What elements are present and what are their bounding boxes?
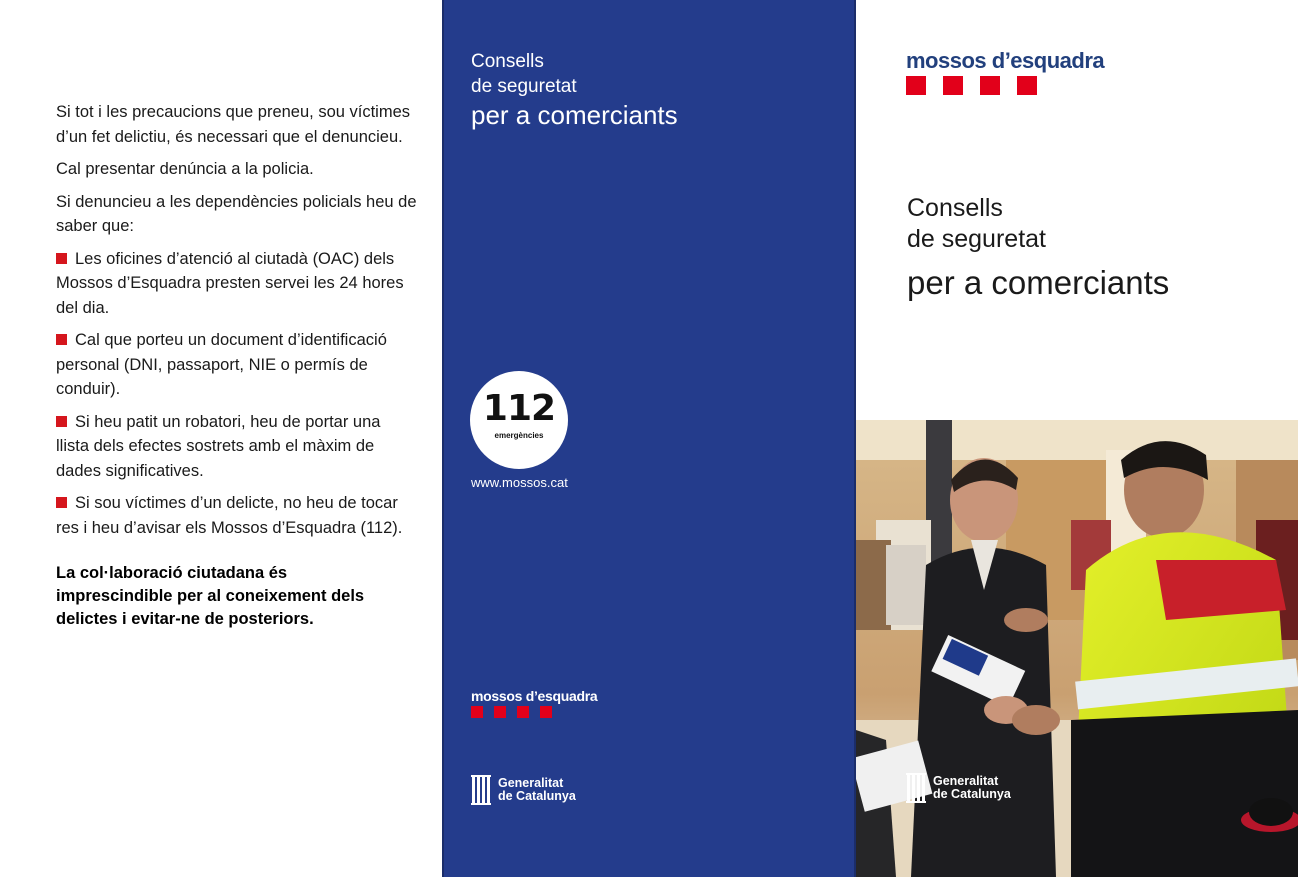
left-panel — [0, 0, 442, 877]
logo-red-squares — [471, 706, 597, 718]
gen-line2: de Catalunya — [498, 789, 576, 803]
bullet-text: Si sou víctimes d’un delicte, no heu de tocar res i heu d’avisar els Mossos d’Esquadra (112). — [56, 494, 403, 537]
cover-title-line1: Consells — [907, 194, 1003, 222]
generalitat-logo-middle — [471, 775, 576, 805]
cover-photo-police-officer-with-merchant — [856, 420, 1298, 877]
dependencies-paragraph: Si denuncieu a les dependències policials heu de saber que: — [56, 192, 417, 235]
closing-statement: La col·laboració ciutadana és imprescindible per al coneixement dels delictes i evitar-ne de posteriors. — [56, 564, 365, 628]
cover-title-line2: de seguretat — [907, 225, 1046, 253]
mossos-logo-text: mossos d’esquadra — [906, 48, 1105, 73]
bullet-text: Les oficines d’atenció al ciutadà (OAC) dels Mossos d’Esquadra presten servei les 24 hores del dia. — [56, 249, 404, 317]
mossos-logo-large — [906, 49, 1104, 95]
red-square-bullet-icon — [56, 334, 67, 345]
middle-title-line2: de seguretat — [471, 76, 577, 97]
mossos-logo-small — [471, 688, 597, 718]
intro-paragraph: Si tot i les precaucions que preneu, sou víctimes d’un fet delictiu, és necessari que el denuncieu. — [56, 103, 411, 146]
bullet-text: Si heu patit un robatori, heu de portar una llista dels efectes sostrets amb el màxim de dades significatives. — [56, 412, 381, 480]
cover-title-line3: per a comerciants — [907, 264, 1170, 301]
mossos-logo-text: mossos d’esquadra — [471, 688, 598, 704]
bullet-item-document — [56, 328, 418, 402]
denuncia-paragraph: Cal presentar denúncia a la policia. — [56, 160, 314, 178]
gen-line1: Generalitat — [498, 776, 564, 790]
generalitat-text — [933, 775, 1011, 801]
bullet-item-robatori — [56, 410, 418, 484]
left-text-block — [56, 100, 418, 631]
generalitat-logo-right — [906, 773, 1011, 803]
generalitat-emblem-icon — [906, 773, 928, 803]
middle-blue-panel — [442, 0, 856, 877]
gen-line2: de Catalunya — [933, 787, 1011, 801]
middle-title — [471, 49, 678, 131]
bullet-item-delicte — [56, 491, 418, 540]
right-cover-panel — [856, 0, 1298, 877]
website-link[interactable]: www.mossos.cat — [471, 475, 568, 490]
gen-line1: Generalitat — [933, 774, 999, 788]
bullet-text: Cal que porteu un document d’identificació personal (DNI, passaport, NIE o permís de conduir). — [56, 331, 387, 398]
middle-title-line1: Consells — [471, 51, 544, 72]
logo-red-squares — [906, 76, 1104, 95]
red-square-bullet-icon — [56, 497, 67, 508]
generalitat-emblem-icon — [471, 775, 493, 805]
red-square-bullet-icon — [56, 253, 67, 264]
badge-number: 112 — [482, 388, 556, 429]
red-square-bullet-icon — [56, 416, 67, 427]
photo-illustration — [856, 420, 1298, 877]
generalitat-text — [498, 777, 576, 803]
middle-title-line3: per a comerciants — [471, 100, 678, 130]
badge-subtitle: emergències — [494, 431, 544, 440]
cover-title — [907, 193, 1169, 303]
emergency-112-badge — [470, 371, 568, 469]
bullet-item-oac — [56, 247, 418, 321]
